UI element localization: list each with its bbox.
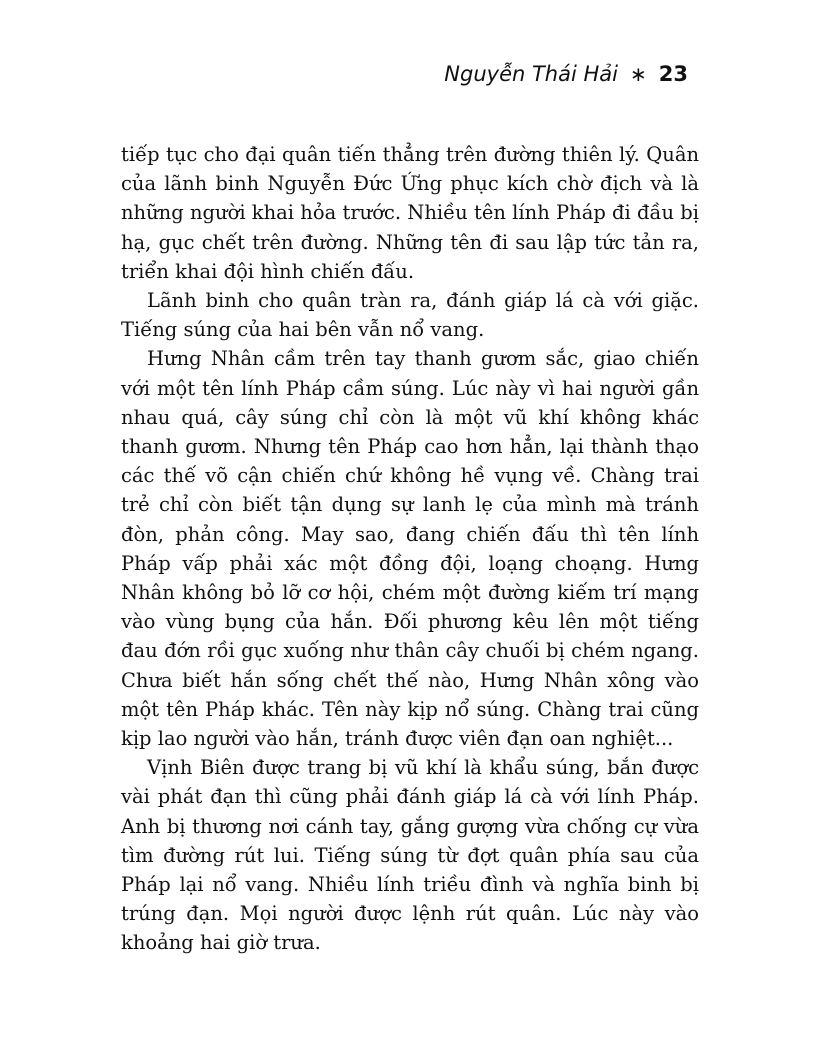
page-number: 23 bbox=[658, 62, 688, 86]
paragraph-2: Lãnh binh cho quân tràn ra, đánh giáp lá cà với giặc. Tiếng súng của hai bên vẫn nổ vang. bbox=[121, 289, 699, 342]
running-header bbox=[444, 62, 688, 86]
asterisk-separator-icon: ∗ bbox=[630, 62, 647, 86]
body-text bbox=[121, 140, 699, 958]
paragraph-4: Vịnh Biên được trang bị vũ khí là khẩu súng, bắn được vài phát đạn thì cũng phải đánh giáp lá cà với lính Pháp. Anh bị thương nơi cánh tay, gắng gượng vừa chống cự vừa tìm đường rút lui. Tiếng súng từ đợt quân phía sau của Pháp lại nổ vang. Nhiều lính triều đình và nghĩa binh bị trúng đạn. Mọi người được lệnh rút quân. Lúc này vào khoảng hai giờ trưa. bbox=[121, 756, 699, 955]
paragraph-1: tiếp tục cho đại quân tiến thẳng trên đường thiên lý. Quân của lãnh binh Nguyễn Đức Ứng phục kích chờ địch và là những người khai hỏa trước. Nhiều tên lính Pháp đi đầu bị hạ, gục chết trên đường. Những tên đi sau lập tức tản ra, triển khai đội hình chiến đấu. bbox=[121, 143, 699, 283]
author-name: Nguyễn Thái Hải bbox=[444, 62, 618, 86]
paragraph-3: Hưng Nhân cầm trên tay thanh gươm sắc, giao chiến với một tên lính Pháp cầm súng. Lúc này vì hai người gần nhau quá, cây súng chỉ còn là một vũ khí không khác thanh gươm. Nhưng tên Pháp cao hơn hẳn, lại thành thạo các thế võ cận chiến chứ không hề vụng về. Chàng trai trẻ chỉ còn biết tận dụng sự lanh lẹ của mình mà tránh đòn, phản công. May sao, đang chiến đấu thì tên lính Pháp vấp phải xác một đồng đội, loạng choạng. Hưng Nhân không bỏ lỡ cơ hội, chém một đường kiếm trí mạng vào vùng bụng của hắn. Đối phương kêu lên một tiếng đau đớn rồi gục xuống như thân cây chuối bị chém ngang. Chưa biết hắn sống chết thế nào, Hưng Nhân xông vào một tên Pháp khác. Tên này kịp nổ súng. Chàng trai cũng kịp lao người vào hắn, tránh được viên đạn oan nghiệt... bbox=[121, 347, 699, 751]
